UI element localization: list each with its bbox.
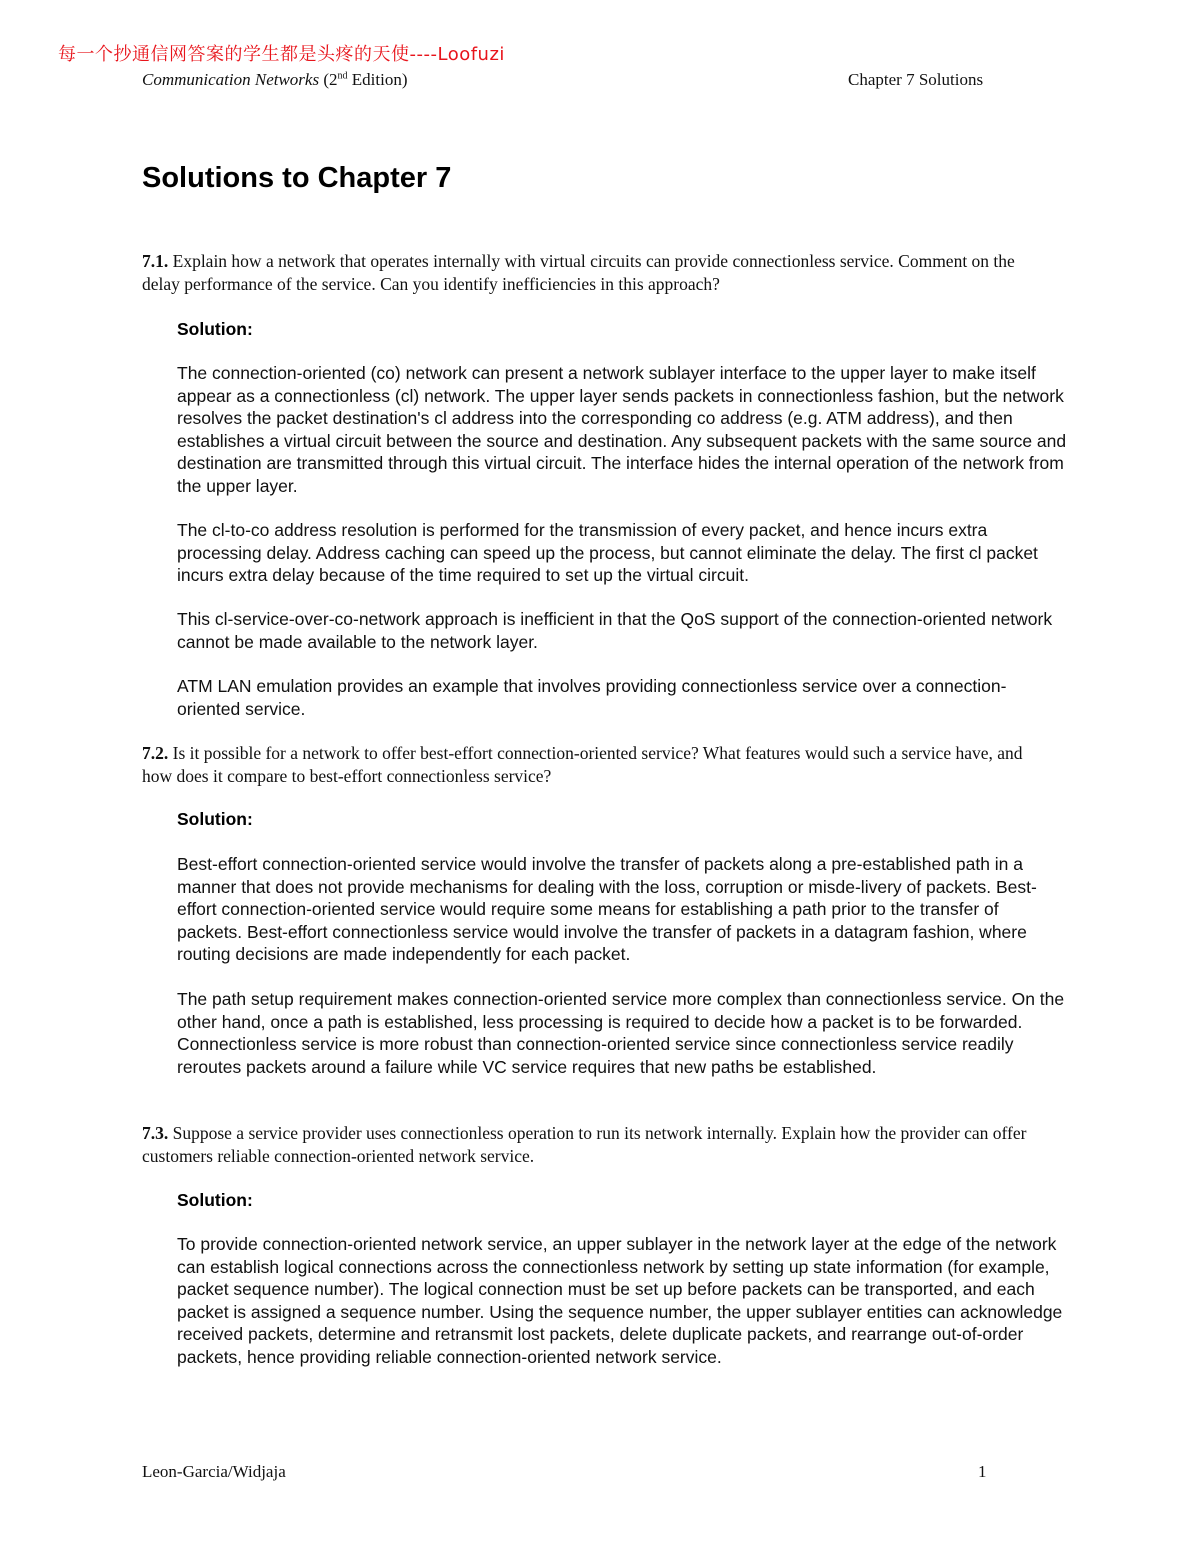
solution-paragraph: The cl-to-co address resolution is performed for the transmission of every packet, and hence incurs extra processing delay. Address caching can speed up the process, but cannot eliminate the delay. The first cl packet incurs extra delay because of the time required to set up the virtual circuit. <box>177 520 1038 586</box>
edition-open: (2 <box>319 70 338 89</box>
edition-superscript: nd <box>337 70 348 82</box>
solution-paragraph: This cl-service-over-co-network approach is inefficient in that the QoS support of the connection-oriented network cannot be made available to the network layer. <box>177 609 1053 652</box>
question-7-1 <box>142 250 1032 295</box>
page-title: Solutions to Chapter 7 <box>142 162 452 194</box>
question-7-3 <box>142 1122 1032 1167</box>
footer-authors: Leon-Garcia/Widjaja <box>142 1462 286 1481</box>
solution-label: Solution: <box>177 1190 253 1210</box>
running-header-right: Chapter 7 Solutions <box>848 70 984 89</box>
question-number: 7.2. <box>142 743 169 763</box>
running-header-left <box>142 70 407 90</box>
solution-paragraph: The connection-oriented (co) network can present a network sublayer interface to the upper layer to make itself appear as a connectionless (cl) network. The upper layer sends packets in connectionless fashion, but the network resolves the packet destination's cl address into the corresponding co address (e.g. ATM address), and then establishes a virtual circuit between the source and destination. Any subsequent packets with the same source and destination are transmitted through this virtual circuit. The interface hides the internal operation of the network from the upper layer. <box>177 363 1067 496</box>
solution-label: Solution: <box>177 319 253 339</box>
question-number: 7.1. <box>142 251 169 271</box>
page-number: 1 <box>978 1462 987 1481</box>
edition-close: Edition) <box>347 70 408 89</box>
solution-paragraph: The path setup requirement makes connection-oriented service more complex than connectionless service. On the other hand, once a path is established, less processing is required to decide how a packet is to be forwarded. Connectionless service is more robust than connection-oriented service since connectionless service readily reroutes packets around a failure while VC service requires that new paths be established. <box>177 989 1065 1077</box>
solution-paragraph: Best-effort connection-oriented service would involve the transfer of packets along a pre-established path in a manner that does not provide mechanisms for dealing with the loss, corruption or misde-livery of packets. Best-effort connection-oriented service would require some means for establishing a path prior to the transfer of packets. Best-effort connectionless service would involve the transfer of packets in a datagram fashion, where routing decisions are made independently for each packet. <box>177 854 1037 965</box>
question-text: Explain how a network that operates internally with virtual circuits can provide connectionless service. Comment on the delay performance of the service. Can you identify inefficiencies in this approach? <box>142 251 1015 294</box>
question-number: 7.3. <box>142 1123 169 1143</box>
book-title: Communication Networks <box>142 70 320 89</box>
question-7-2 <box>142 742 1032 787</box>
solution-paragraph: To provide connection-oriented network service, an upper sublayer in the network layer at the edge of the network can establish logical connections across the connectionless network by setting up state information (for example, packet sequence number). The logical connection must be set up before packets can be transported, and each packet is assigned a sequence number. Using the sequence number, the upper sublayer entities can acknowledge received packets, determine and retransmit lost packets, delete duplicate packets, and rearrange out-of-order packets, hence providing reliable connection-oriented network service. <box>177 1234 1063 1367</box>
question-text: Is it possible for a network to offer best-effort connection-oriented service? What features would such a service have, and how does it compare to best-effort connectionless service? <box>142 743 1023 786</box>
question-text: Suppose a service provider uses connectionless operation to run its network internally. Explain how the provider can offer customers reliable connection-oriented network service. <box>142 1123 1027 1166</box>
solution-paragraph: ATM LAN emulation provides an example that involves providing connectionless service over a connection-oriented service. <box>177 676 1007 719</box>
watermark-text: 每一个抄通信网答案的学生都是头疼的天使----Loofuzi <box>58 44 505 65</box>
solution-label: Solution: <box>177 809 253 829</box>
